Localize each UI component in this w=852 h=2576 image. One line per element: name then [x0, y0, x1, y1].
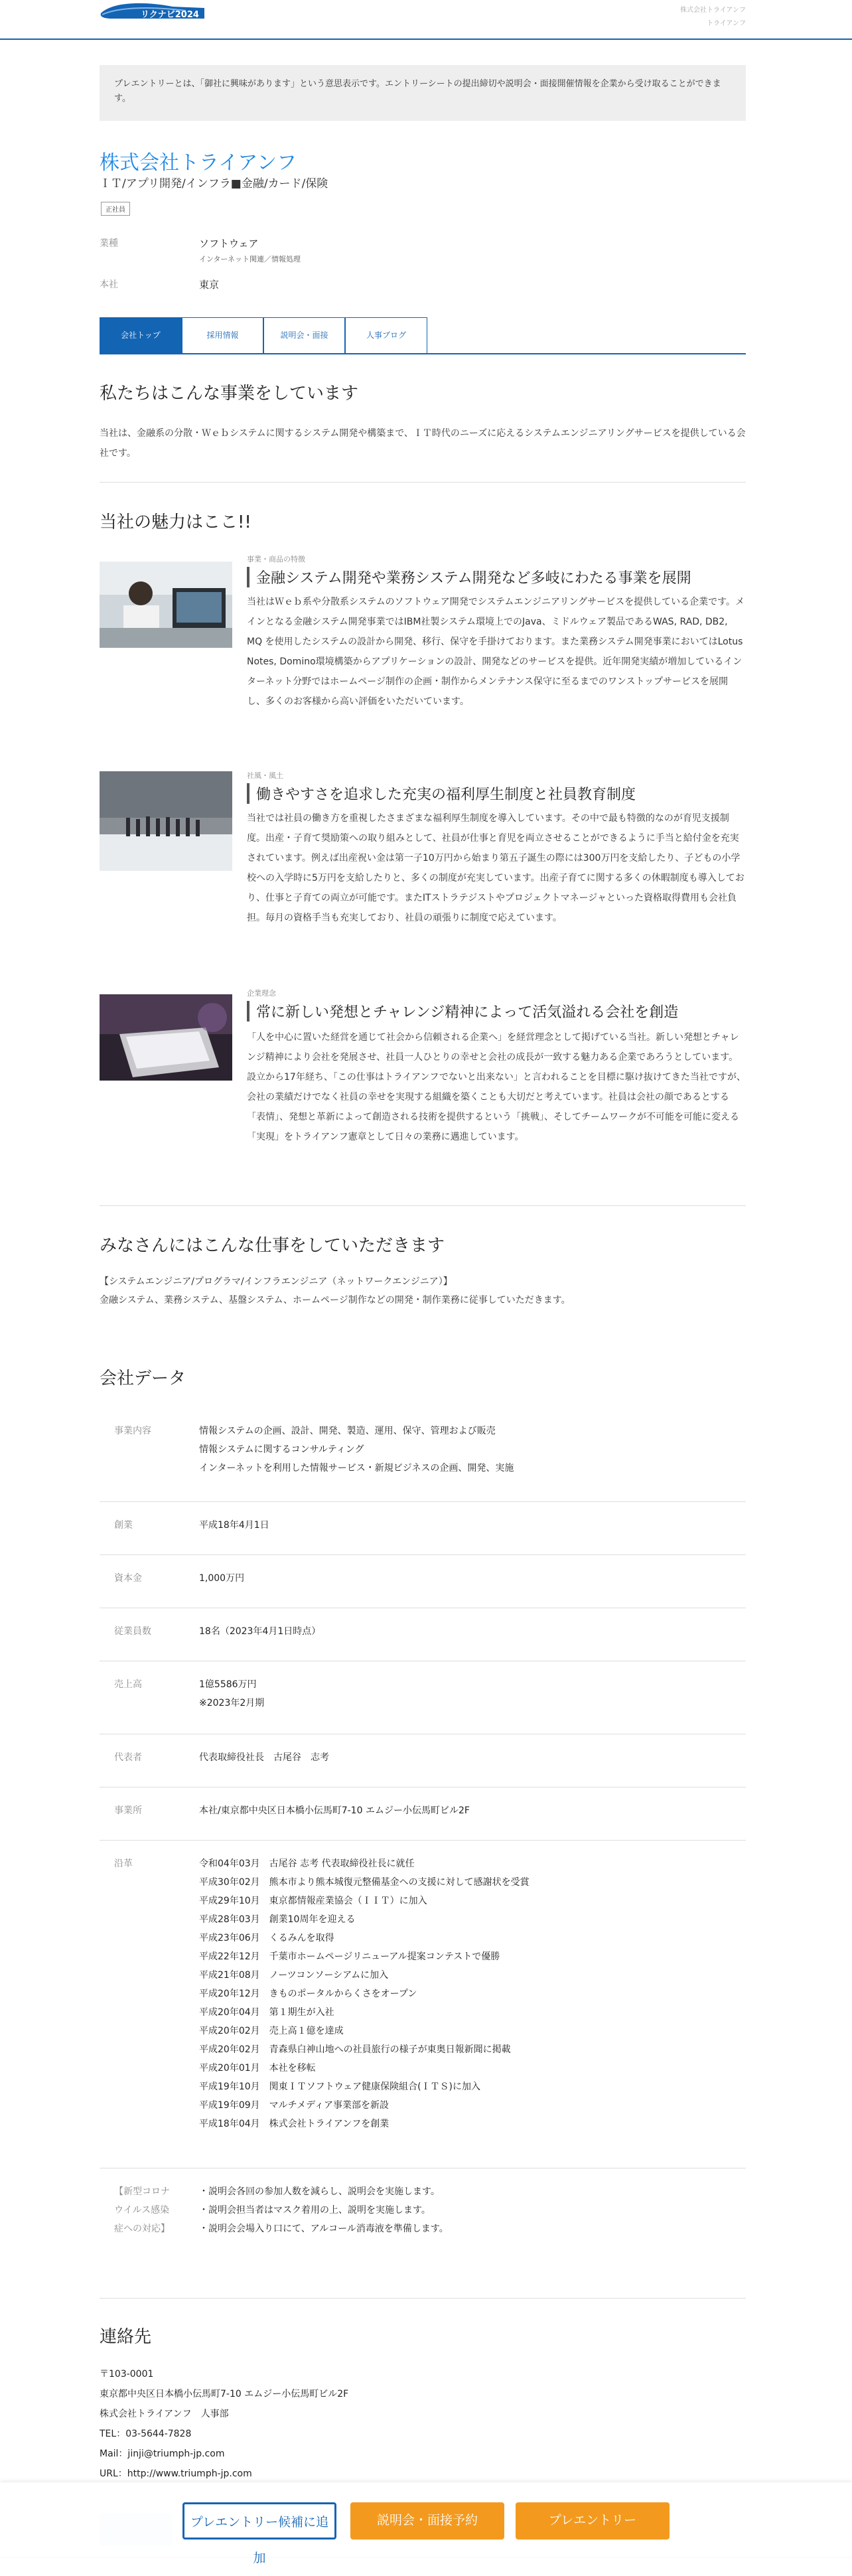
- feature-title: 働きやすさを追求した充実の福利厚生制度と社員教育制度: [247, 783, 636, 804]
- industry-label: 業種: [100, 238, 118, 249]
- feature-body: 当社では社員の働き方を重視したさまざまな福利厚生制度を導入しています。その中で最も特徴的なのが育児支援制度。出産・子育て奨励策への取り組みとして、社員が仕事と育児を両立させることができるように手当と給付金を充実されています。例えば出産祝い金は第一子10万円から始まり第五子誕生の際には300万円を支給したり、子どもの小学校への入学時に5万円を支給したりと、多くの制度が充実しています。出産子育てに関する多くの休暇制度も導入しており、仕事と子育ての両立が可能です。またITストラテジストやプロジェクトマネージャといった資格取得費用も会社負担。毎月の資格手当も充実しており、社員の頑張りに制度で応えています。: [247, 813, 745, 923]
- data-key: 創業: [114, 1520, 133, 1531]
- data-key: 事業所: [114, 1805, 142, 1816]
- tab-recruit-info[interactable]: 採用情報: [182, 317, 263, 353]
- industry-sub: インターネット関連／情報処理: [199, 255, 301, 264]
- data-key: 【新型コロナ ウイルス感染 症への対応】: [114, 2186, 170, 2234]
- feature-category: 事業・商品の特徴: [247, 555, 305, 564]
- data-value: 平成18年4月1日: [199, 1520, 269, 1531]
- top-bar: [0, 0, 852, 40]
- data-row-employees: [100, 1608, 746, 1661]
- preentry-notice: プレエントリーとは、「御社に興味があります」という意思表示です。エントリーシートの提出締切や説明会・面接開催情報を企業から受け取ることができます。: [100, 65, 746, 121]
- contact-department: 株式会社トライアンフ 人事部: [100, 2409, 229, 2419]
- business-text: 当社は、金融系の分散・Ｗｅｂシステムに関するシステム開発や構築まで、ＩＴ時代のニーズに応えるシステムエンジニアリングサービスを提供している会社です。: [100, 428, 746, 459]
- company-tags: ＩＴ/アプリ開発/インフラ■金融/カード/保険: [100, 177, 328, 190]
- data-row-founded: [100, 1501, 746, 1555]
- tab-company-top[interactable]: 会社トップ: [100, 317, 182, 353]
- divider: [100, 1205, 746, 1206]
- data-row-business: [100, 1407, 746, 1502]
- site-logo[interactable]: [100, 1, 206, 21]
- feature-body: 「人を中心に置いた経営を通じて社会から信頼される企業へ」を経営理念として掲げている当社。新しい発想とチャレンジ精神により会社を発展させ、社員一人ひとりの幸せと会社の成長が一致する魅力ある企業であろうとしています。設立から17年経ち、「この仕事はトライアンフでないと出来ない」と言われることを目標に駆け抜けてきた当社ですが、会社の業績だけでなく社員の幸せを実現する組織を築くことも大切だと考えています。社員は会社の顔であるとする「表情」、発想と革新によって創造される技術を提供するという「挑戦」、そしてチームワークが不可能を可能に変える「実現」をトライアンフ憲章として日々の業務に邁進しています。: [247, 1032, 746, 1142]
- tab-hr-blog[interactable]: 人事ブログ: [345, 317, 427, 353]
- header-company-labels: [680, 4, 746, 31]
- feature-category: 社風・風土: [247, 771, 283, 780]
- employment-badge: 正社員: [101, 202, 130, 216]
- data-row-representative: [100, 1734, 746, 1787]
- data-value: 1億5586万円 ※2023年2月期: [199, 1679, 265, 1708]
- jobs-heading: みなさんにはこんな仕事をしていただきます: [100, 1236, 445, 1256]
- jobs-description: 金融システム、業務システム、基盤システム、ホームページ制作などの開発・制作業務に従事していただきます。: [100, 1295, 571, 1306]
- seminar-reserve-button[interactable]: 説明会・面接予約: [350, 2502, 504, 2539]
- data-value: 情報システムの企画、設計、開発、製造、運用、保守、管理および販売 情報システムに関するコンサルティング インターネットを利用した情報サービス・新規ビジネスの企画、開発、実施: [199, 1426, 514, 1474]
- data-row-covid: [100, 2168, 746, 2299]
- feature-image-office: [100, 562, 232, 648]
- contact-mail[interactable]: Mail：jinji@triumph-jp.com: [100, 2449, 225, 2459]
- contact-url[interactable]: URL：http://www.triumph-jp.com: [100, 2468, 252, 2479]
- tab-seminar-interview[interactable]: 説明会・面接: [263, 317, 345, 353]
- data-row-office: [100, 1787, 746, 1841]
- logo-text: リクナビ2024: [141, 10, 199, 20]
- header-company-name: 株式会社トライアンフ: [680, 7, 746, 14]
- data-value: ・説明会各回の参加人数を減らし、説明会を実施します。 ・説明会担当者はマスク着用の上、説明を実施します。 ・説明会会場入り口にて、アルコール消毒液を準備します。: [199, 2186, 449, 2234]
- data-key: 資本金: [114, 1573, 142, 1584]
- feature-category: 企業理念: [247, 989, 276, 998]
- business-heading: 私たちはこんな事業をしています: [100, 384, 359, 404]
- action-bar: [0, 2482, 852, 2565]
- hq-value: 東京: [199, 279, 220, 291]
- data-key: 売上高: [114, 1679, 142, 1690]
- data-key: 事業内容: [114, 1426, 151, 1436]
- data-key: 沿革: [114, 1858, 133, 1869]
- appeal-heading: 当社の魅力はここ!!: [100, 512, 251, 532]
- data-key: 代表者: [114, 1752, 142, 1763]
- industry-value: ソフトウェア: [199, 238, 259, 250]
- divider: [100, 482, 746, 483]
- data-row-sales: [100, 1661, 746, 1734]
- contact-zip: 〒103-0001: [100, 2369, 154, 2380]
- add-candidate-button[interactable]: プレエントリー候補に追加: [182, 2502, 336, 2539]
- data-row-capital: [100, 1554, 746, 1608]
- feature-title: 金融システム開発や業務システム開発など多岐にわたる事業を展開: [247, 567, 691, 587]
- preentry-button[interactable]: プレエントリー: [516, 2502, 670, 2539]
- feature-image-snow: [100, 771, 232, 871]
- feature-image-laptop: [100, 994, 232, 1081]
- data-row-history: [100, 1840, 746, 2168]
- contact-address: 東京都中央区日本橋小伝馬町7-10 エムジー小伝馬町ビル2F: [100, 2389, 349, 2399]
- contact-heading: 連絡先: [100, 2327, 152, 2347]
- feature-body: 当社はＷｅｂ系や分散系システムのソフトウェア開発でシステムエンジニアリングサービスを提供している企業です。メインとなる金融システム開発事業ではIBM社製システム環境上でのJava、ミドルウェア製品であるWAS, RAD, DB2, MQ を使用したシステムの設計から開発、移行、保守を手掛けております。また業務システム開発事業においてはLotus Notes, Domino環境構築からアプリケーションの設計、開発などのサービスを提供。近年開発実績が増加しているインターネット分野ではホームページ制作の企画・制作からメンテナンス保守に至るまでのワンストップサービスを展開し、多くのお客様から高い評価をいただいています。: [247, 597, 745, 707]
- feature-title: 常に新しい発想とチャレンジ精神によって活気溢れる会社を創造: [247, 1001, 678, 1022]
- data-key: 従業員数: [114, 1626, 151, 1637]
- company-tabs: [100, 317, 746, 354]
- hq-label: 本社: [100, 279, 118, 290]
- contact-tel: TEL：03-5644-7828: [100, 2429, 192, 2439]
- company-data-heading: 会社データ: [100, 1369, 186, 1389]
- company-name: 株式会社トライアンフ: [100, 151, 297, 175]
- data-value: 代表取締役社長 古尾谷 志考: [199, 1752, 329, 1763]
- data-value: 18名（2023年4月1日時点）: [199, 1626, 321, 1637]
- data-value: 令和04年03月 古尾谷 志考 代表取締役社長に就任 平成30年02月 熊本市より熊本城復元整備基金への支援に対して感謝状を受賞 平成29年10月 東京都情報産業協会（ＩＩＴ）に加入 平成28年03月 創業10周年を迎える 平成23年06月 くるみんを取得 平成22年12月 千葉市ホームページリニューアル提案コンテストで優勝 平成21年08月 ノーツコンソーシアムに加入 平成20年12月 きものポータルからくさをオープン 平成20年04月 第１期生が入社 平成20年02月 売上高１億を達成 平成20年02月 青森県白神山地への社員旅行の様子が東奥日報新聞に掲載 平成20年01月 本社を移転 平成19年10月 関東ＩＴソフトウェア健康保険組合(ＩＴＳ)に加入 平成19年09月 マルチメディア事業部を新設 平成18年04月 株式会社トライアンフを創業: [199, 1858, 530, 2129]
- jobs-roles: 【システムエンジニア/プログラマ/インフラエンジニア（ネットワークエンジニア）】: [100, 1276, 453, 1287]
- data-value: 本社/東京都中央区日本橋小伝馬町7-10 エムジー小伝馬町ビル2F: [199, 1805, 470, 1816]
- data-value: 1,000万円: [199, 1573, 245, 1584]
- header-company-kana: トライアンフ: [707, 20, 746, 27]
